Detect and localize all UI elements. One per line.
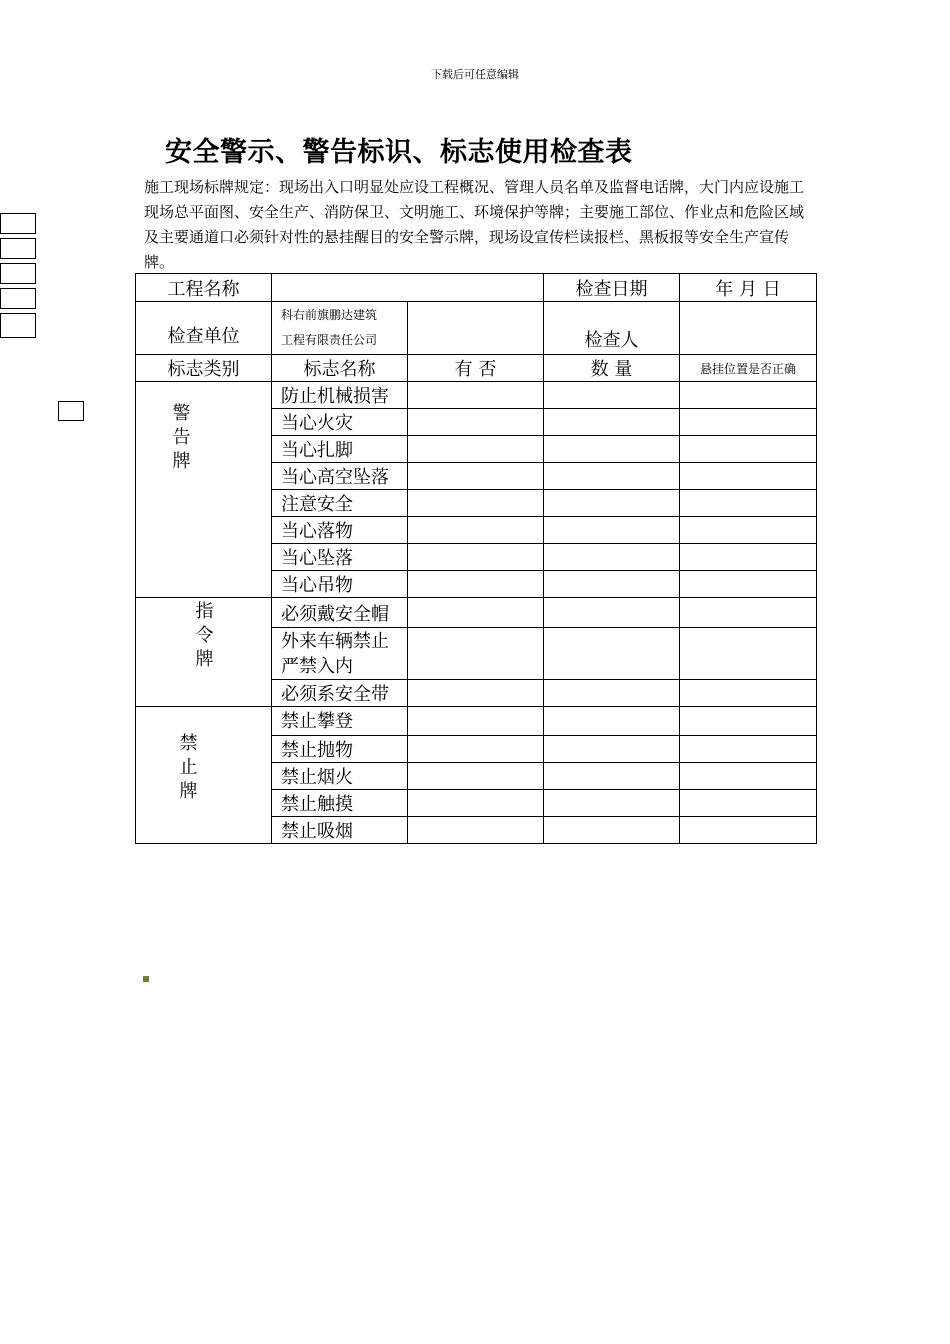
category-char: 警 [172, 403, 191, 424]
unit-line: 工程有限责任公司 [281, 333, 378, 347]
margin-box [0, 288, 36, 309]
sign-name: 禁止抛物 [272, 736, 408, 763]
quantity-cell[interactable] [544, 736, 680, 763]
quantity-cell[interactable] [544, 628, 680, 680]
quantity-cell[interactable] [544, 817, 680, 844]
sign-name: 当心落物 [272, 517, 408, 544]
margin-box [0, 238, 36, 259]
page-title: 安全警示、警告标识、标志使用检查表 [165, 137, 633, 168]
sign-name: 禁止攀登 [272, 707, 408, 736]
quantity-cell[interactable] [544, 382, 680, 409]
position-cell[interactable] [680, 707, 817, 736]
sign-name: 必须戴安全帽 [272, 598, 408, 628]
table-row [136, 707, 817, 736]
quantity-cell[interactable] [544, 763, 680, 790]
present-cell[interactable] [408, 409, 544, 436]
inspection-table [135, 273, 817, 844]
unit-line: 科右前旗鹏达建筑 [281, 308, 378, 322]
intro-paragraph: 施工现场标牌规定：现场出入口明显处应设工程概况、管理人员名单及监督电话牌，大门内应设施工现场总平面图、安全生产、消防保卫、文明施工、环境保护等牌；主要施工部位、作业点和危险区域及主要通道口必须针对性的悬挂醒目的安全警示牌，现场设宣传栏读报栏、黑板报等安全生产宣传牌。 [144, 178, 805, 271]
present-cell[interactable] [408, 436, 544, 463]
position-cell[interactable] [680, 409, 817, 436]
category-char: 禁 [179, 733, 198, 754]
quantity-cell[interactable] [544, 463, 680, 490]
col-header-name: 标志名称 [272, 355, 408, 382]
margin-small-box [58, 401, 84, 421]
present-cell[interactable] [408, 517, 544, 544]
present-cell[interactable] [408, 736, 544, 763]
position-cell[interactable] [680, 463, 817, 490]
project-name-value[interactable] [272, 274, 544, 302]
col-header-category: 标志类别 [136, 355, 272, 382]
sign-name: 必须系安全带 [272, 680, 408, 707]
inspection-date-value[interactable]: 年 月 日 [680, 274, 817, 302]
margin-box [0, 313, 36, 338]
position-cell[interactable] [680, 571, 817, 598]
category-char: 牌 [195, 649, 214, 670]
quantity-cell[interactable] [544, 680, 680, 707]
sign-name: 禁止吸烟 [272, 817, 408, 844]
table-row [136, 382, 817, 409]
position-cell[interactable] [680, 736, 817, 763]
category-char: 牌 [179, 781, 198, 802]
small-mark [143, 976, 149, 982]
unit-extra-cell[interactable] [408, 302, 544, 355]
quantity-cell[interactable] [544, 707, 680, 736]
position-cell[interactable] [680, 517, 817, 544]
quantity-cell[interactable] [544, 790, 680, 817]
margin-box [0, 213, 36, 234]
sign-name: 禁止触摸 [272, 790, 408, 817]
inspection-date-label: 检查日期 [544, 274, 680, 302]
sign-name-line: 外来车辆禁止 [281, 630, 389, 652]
sign-name-line: 严禁入内 [281, 655, 353, 677]
col-header-position: 悬挂位置是否正确 [680, 355, 817, 382]
present-cell[interactable] [408, 628, 544, 680]
category-mandatory [136, 598, 272, 707]
present-cell[interactable] [408, 490, 544, 517]
present-cell[interactable] [408, 763, 544, 790]
margin-box [0, 263, 36, 284]
category-char: 指 [195, 601, 214, 622]
present-cell[interactable] [408, 544, 544, 571]
present-cell[interactable] [408, 382, 544, 409]
present-cell[interactable] [408, 790, 544, 817]
sign-name [272, 628, 408, 680]
sign-name: 注意安全 [272, 490, 408, 517]
col-header-quantity: 数 量 [544, 355, 680, 382]
header-row [136, 355, 817, 382]
sign-name: 当心高空坠落 [272, 463, 408, 490]
category-prohibition [136, 707, 272, 844]
sign-name: 当心火灾 [272, 409, 408, 436]
inspection-unit-value[interactable] [272, 302, 408, 355]
quantity-cell[interactable] [544, 490, 680, 517]
present-cell[interactable] [408, 817, 544, 844]
quantity-cell[interactable] [544, 544, 680, 571]
category-char: 令 [195, 625, 214, 646]
category-char: 牌 [172, 451, 191, 472]
quantity-cell[interactable] [544, 409, 680, 436]
present-cell[interactable] [408, 680, 544, 707]
header-note: 下载后可任意编辑 [431, 68, 519, 81]
sign-name: 当心坠落 [272, 544, 408, 571]
present-cell[interactable] [408, 463, 544, 490]
position-cell[interactable] [680, 436, 817, 463]
present-cell[interactable] [408, 598, 544, 628]
inspector-value[interactable] [680, 302, 817, 355]
inspector-label: 检查人 [544, 302, 680, 355]
quantity-cell[interactable] [544, 436, 680, 463]
present-cell[interactable] [408, 571, 544, 598]
position-cell[interactable] [680, 382, 817, 409]
quantity-cell[interactable] [544, 517, 680, 544]
category-warning [136, 382, 272, 598]
sign-name: 当心扎脚 [272, 436, 408, 463]
project-row [136, 274, 817, 302]
position-cell[interactable] [680, 598, 817, 628]
table-row [136, 598, 817, 628]
position-cell[interactable] [680, 490, 817, 517]
present-cell[interactable] [408, 707, 544, 736]
unit-row [136, 302, 817, 355]
inspection-unit-label: 检查单位 [136, 302, 272, 355]
position-cell[interactable] [680, 544, 817, 571]
category-char: 止 [179, 757, 198, 778]
category-char: 告 [172, 427, 191, 448]
sign-name: 防止机械损害 [272, 382, 408, 409]
position-cell[interactable] [680, 763, 817, 790]
project-name-label: 工程名称 [136, 274, 272, 302]
quantity-cell[interactable] [544, 598, 680, 628]
col-header-present: 有 否 [408, 355, 544, 382]
sign-name: 禁止烟火 [272, 763, 408, 790]
quantity-cell[interactable] [544, 571, 680, 598]
position-cell[interactable] [680, 817, 817, 844]
position-cell[interactable] [680, 628, 817, 680]
position-cell[interactable] [680, 790, 817, 817]
position-cell[interactable] [680, 680, 817, 707]
sign-name: 当心吊物 [272, 571, 408, 598]
